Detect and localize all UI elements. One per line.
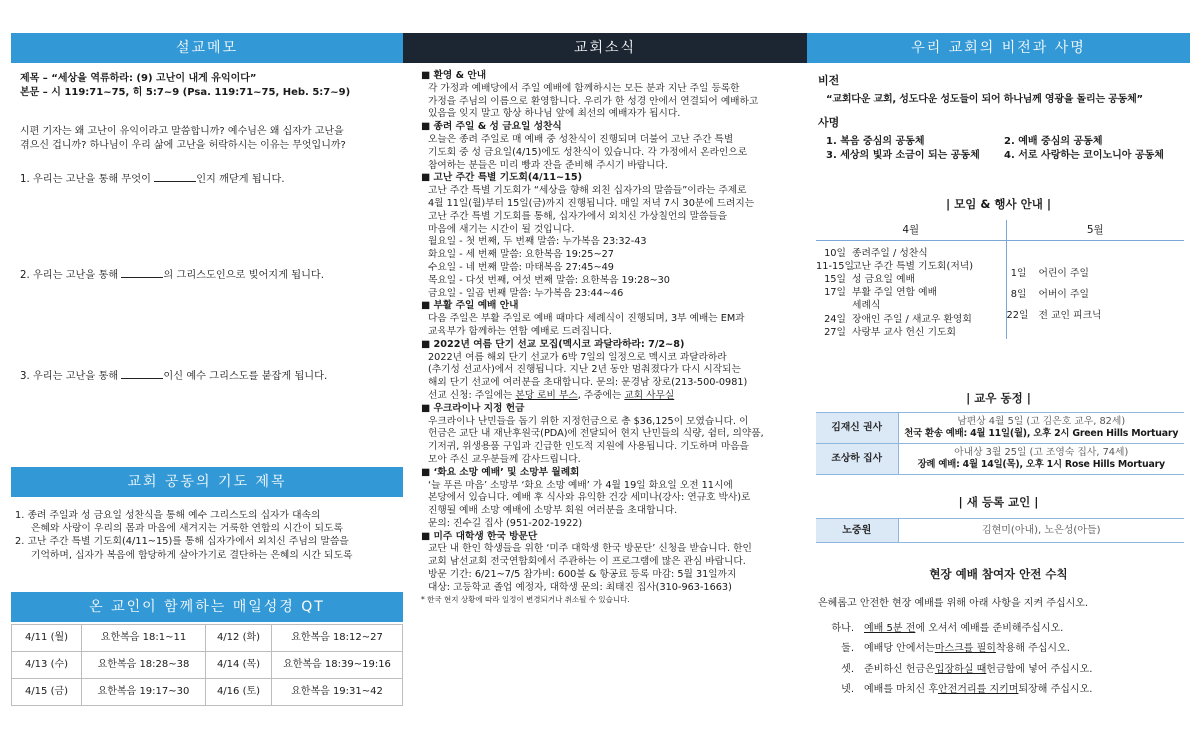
rule-emphasis: 예배 5분 전 <box>864 622 916 634</box>
service-line: 장례 예배: 4월 14일(목), 오후 1시 Rose Hills Mortuary <box>917 459 1165 471</box>
qt-passage: 요한복음 18:28~38 <box>82 652 206 679</box>
list-item <box>1007 288 1185 301</box>
prayer-item-2: 2. 고난 주간 특별 기도회(4/11~15)를 통해 십자가에서 외치신 주님의 말씀을 <box>15 536 349 548</box>
rule-text: 예배를 마치신 후 <box>864 684 938 695</box>
news-text: 해외 단기 선교에 여러분을 초대합니다. 문의: 문경남 장로(213-500-0981) <box>428 377 748 389</box>
news-text: (추기성 선교사)에서 진행됩니다. 지난 2년 동안 멈춰졌다가 다시 시작되는 <box>428 364 741 376</box>
condolence-detail <box>898 443 1184 474</box>
news-text: 교회 남선교회 전국연합회에서 주관하는 이 프로그램에 많은 관심 바랍니다. <box>428 556 746 568</box>
news-text: 목요일 - 다섯 번째, 여섯 번째 말씀: 요한복음 19:28~30 <box>428 274 670 286</box>
q2-prefix: 2. 우리는 고난을 통해 <box>20 270 119 281</box>
church-news-header: 교회소식 <box>403 33 807 63</box>
safety-title: 현장 예배 참여자 안전 수칙 <box>929 567 1068 581</box>
vision-mission <box>818 74 1188 162</box>
prayer-item-1-cont: 은혜와 사랑이 우리의 몸과 마음에 새겨지는 거룩한 연합의 시간이 되도록 <box>31 523 343 535</box>
list-item <box>816 326 1006 339</box>
event-name: 어린이 주일 <box>1038 267 1089 279</box>
newcomer-name: 노중원 <box>816 519 898 543</box>
service-line: 천국 환송 예배: 4월 11일(월), 오후 2시 Green Hills Mortuary <box>904 428 1179 440</box>
news-text: 고난 주간 특별 기도회가 “세상을 향해 외친 십자가의 말씀들”이라는 주제로 <box>428 185 747 197</box>
rule-text: 퇴장해 주십시오. <box>1018 684 1093 695</box>
member-name: 김재신 권사 <box>816 413 898 444</box>
sermon-memo-header: 설교메모 <box>11 33 403 63</box>
lobby-booth-link[interactable]: 본당 로비 부스 <box>515 389 578 401</box>
news-text: 우크라이나 난민들을 돕기 위한 지정헌금으로 총 $36,125이 모였습니다. 이 <box>428 415 749 427</box>
q3-prefix: 3. 우리는 고난을 통해 <box>20 371 119 382</box>
rule-emphasis: 안전거리를 지키며 <box>937 684 1019 695</box>
news-title-korea-visit: ■ 미주 대학생 한국 방문단 <box>421 530 538 542</box>
vision-heading: 비전 <box>818 74 840 87</box>
rule-label: 셋. <box>841 663 854 675</box>
rule-emphasis: 마스크를 필히 <box>934 643 996 654</box>
q1-suffix: 인지 깨닫게 됩니다. <box>196 174 285 185</box>
church-office-link[interactable]: 교회 사무실 <box>624 389 675 401</box>
table-row <box>816 443 1184 474</box>
sermon-question-2 <box>20 268 324 283</box>
rule-text: 준비하신 헌금은 <box>864 663 935 675</box>
news-text: 본당에서 있습니다. 예배 후 식사와 유익한 건강 세미나(강사: 연규호 박사)로 <box>428 492 751 504</box>
event-date: 8일 <box>1010 288 1027 300</box>
fill-in-blank-2[interactable] <box>121 268 163 278</box>
may-events <box>1006 240 1184 339</box>
event-date <box>816 299 852 312</box>
may-header: 5월 <box>1006 220 1184 240</box>
table-row <box>816 413 1184 444</box>
news-title-hope-worship: ■ ‘화요 소망 예배’ 및 소망부 월례회 <box>421 466 580 478</box>
news-title-ukraine: ■ 우크라이나 지정 헌금 <box>421 402 525 414</box>
safety-intro: 은혜롭고 안전한 현장 예배를 위해 아래 사항을 지켜 주십시오. <box>818 598 1089 609</box>
condolence-line: 남편상 4월 5일 (고 김은호 교우, 82세) <box>957 416 1126 427</box>
rule-text: 헌금함에 넣어 주십시오. <box>986 663 1093 675</box>
table-row <box>816 220 1184 240</box>
list-item <box>816 286 1006 299</box>
event-name: 장애인 주일 / 새교우 환영회 <box>852 313 972 325</box>
qt-passage: 요한복음 18:12~27 <box>272 625 403 652</box>
event-name: 성 금요일 예배 <box>852 273 916 285</box>
news-text: 마음에 새기는 시간이 될 것입니다. <box>428 223 575 235</box>
table-row <box>12 679 403 706</box>
event-date: 17일 <box>824 287 846 299</box>
condolence-table <box>816 412 1184 475</box>
news-title-welcome: ■ 환영 & 안내 <box>421 70 487 81</box>
condolence-title: | 교우 동정 | <box>966 391 1031 405</box>
condolence-detail <box>898 413 1184 444</box>
news-text: 4월 11일(월)부터 15일(금)까지 진행됩니다. 매일 저녁 7시 30분에 드려지는 <box>428 197 755 209</box>
news-text: 각 가정과 예배당에서 주일 예배에 함께하시는 모든 분과 지난 주일 등록한 <box>428 82 740 94</box>
event-name: 세례식 <box>852 300 881 312</box>
list-item <box>818 663 1188 677</box>
news-text: 진행될 예배 소망 예배에 소망부 회원 여러분을 초대합니다. <box>428 505 678 517</box>
event-name: 어버이 주일 <box>1038 288 1089 300</box>
table-row <box>12 625 403 652</box>
news-text: 고난 주간 특별 기도회를 통해, 십자가에서 외치신 가상칠언의 말씀들을 <box>428 210 728 222</box>
event-date: 27일 <box>824 326 846 338</box>
event-date: 22일 <box>1006 309 1029 321</box>
news-text: 기저귀, 위생용품 구입과 긴급한 인도적 지원에 사용됩니다. 기도하며 마음을 <box>428 441 749 453</box>
news-title-easter: ■ 부활 주일 예배 안내 <box>421 300 519 312</box>
news-title-palm-sunday: ■ 종려 주일 & 성 금요일 성찬식 <box>421 121 562 133</box>
qt-passage: 요한복음 19:17~30 <box>82 679 206 706</box>
news-text: 문의: 진수길 집사 (951-202-1922) <box>428 517 583 529</box>
news-text: 있음을 잊지 말고 항상 하나님 앞에 최선의 예배자가 됩시다. <box>428 108 681 120</box>
qt-passage: 요한복음 18:39~19:16 <box>272 652 403 679</box>
event-date: 11-15일 <box>816 260 854 272</box>
vision-header: 우리 교회의 비전과 사명 <box>807 33 1190 63</box>
mission-list <box>818 135 1188 162</box>
qt-date: 4/12 (화) <box>206 625 272 652</box>
table-row <box>12 652 403 679</box>
qt-header: 온 교인이 함께하는 매일성경 QT <box>11 592 403 622</box>
mission-item: 4. 서로 사랑하는 코이노니아 공동체 <box>1004 149 1164 161</box>
april-events <box>816 240 1006 339</box>
qt-date: 4/11 (월) <box>12 625 82 652</box>
news-text: 모아 주신 교우분들께 감사드립니다. <box>428 453 581 465</box>
news-text: 화요일 - 세 번째 말씀: 요한복음 19:25~27 <box>428 249 614 261</box>
sermon-question-3 <box>20 369 327 384</box>
mission-item: 3. 세상의 빛과 소금이 되는 공동체 <box>826 149 980 161</box>
fill-in-blank-1[interactable] <box>154 172 196 182</box>
newcomers-title: | 새 등록 교인 | <box>958 495 1039 509</box>
news-text: 기도회 중 성 금요일(4/15)에도 성찬식이 있습니다. 각 가정에서 온라인으로 <box>428 146 748 158</box>
prayer-item-1: 1. 종려 주일과 성 금요일 성찬식을 통해 예수 그리스도의 십자가 대속의 <box>15 510 321 521</box>
rule-label: 둘. <box>841 643 854 654</box>
event-date: 15일 <box>824 273 846 285</box>
event-name: 부활 주일 연합 예배 <box>852 287 938 299</box>
event-name: 사랑부 교사 헌신 기도회 <box>852 326 956 338</box>
rule-text: 예배당 안에서는 <box>864 643 935 654</box>
qt-date: 4/16 (토) <box>206 679 272 706</box>
sermon-title: 제목 – “세상을 역류하라: (9) 고난이 내게 유익이다” <box>20 73 257 84</box>
rule-text: 착용해 주십시오. <box>995 643 1070 654</box>
prayer-list <box>15 509 400 562</box>
list-item <box>816 260 1006 273</box>
list-item <box>1007 309 1185 322</box>
list-item <box>818 642 1188 656</box>
table-row <box>816 240 1184 339</box>
events-title: | 모임 & 행사 안내 | <box>945 197 1052 211</box>
mission-item: 1. 복음 중심의 공동체 <box>826 136 925 148</box>
q2-suffix: 의 그리스도인으로 빚어지게 됩니다. <box>163 270 324 281</box>
events-table <box>816 220 1184 339</box>
fill-in-blank-3[interactable] <box>121 369 163 379</box>
newcomer-family: 김현미(아내), 노은성(아들) <box>898 519 1184 543</box>
rule-label: 넷. <box>841 684 854 695</box>
news-text-part: , 주중에는 <box>577 389 625 401</box>
list-item <box>818 622 1188 636</box>
table-row <box>816 519 1184 543</box>
news-title-mission-trip: ■ 2022년 여름 단기 선교 모집(멕시코 과달라하라: 7/2~8) <box>421 338 685 350</box>
list-item <box>816 299 1006 312</box>
prayer-header: 교회 공동의 기도 제목 <box>11 467 403 497</box>
church-news <box>421 70 801 605</box>
news-text: 2022년 여름 해외 단기 선교가 6박 7일의 일정으로 멕시코 과달라하라 <box>428 351 727 363</box>
news-text-part: 선교 신청: 주일에는 <box>428 389 516 401</box>
news-text: 교단 내 한인 학생들을 위한 ‘미주 대학생 한국 방문단’ 신청을 받습니다. 한인 <box>428 543 752 555</box>
event-name: 종려주일 / 성찬식 <box>852 247 928 259</box>
news-text <box>421 390 801 403</box>
sermon-question-1 <box>20 172 285 187</box>
qt-date: 4/13 (수) <box>12 652 82 679</box>
mission-item: 2. 예배 중심의 공동체 <box>1004 136 1103 148</box>
sermon-text: 본문 – 시 119:71~75, 히 5:7~9 (Psa. 119:71~75, Heb. 5:7~9) <box>20 86 351 98</box>
news-text: 헌금은 교단 내 재난후원국(PDA)에 전달되어 현지 난민들의 식량, 쉼터, 의약품, <box>428 428 764 440</box>
member-name: 조상하 집사 <box>816 443 898 474</box>
sermon-intro-2: 겪으신 겁니까? 하나님이 우리 삶에 고난을 허락하시는 이유는 무엇입니까? <box>20 139 346 151</box>
news-text: 금요일 - 일곱 번째 말씀: 누가복음 23:44~46 <box>428 287 624 299</box>
qt-passage: 요한복음 19:31~42 <box>272 679 403 706</box>
rule-emphasis: 입장하실 때 <box>934 663 987 675</box>
list-item <box>816 247 1006 260</box>
condolence-line: 아내상 3월 25일 (고 조영숙 집사, 74세) <box>954 446 1129 458</box>
newcomers-table <box>816 518 1184 543</box>
event-date: 10일 <box>824 247 846 259</box>
news-text: 다음 주일은 부활 주일로 예배 때마다 세례식이 진행되며, 3부 예배는 EM과 <box>428 313 745 325</box>
qt-date: 4/15 (금) <box>12 679 82 706</box>
news-text: 가정을 주님의 이름으로 환영합니다. 우리가 한 성경 안에서 연결되어 예배하고 <box>428 95 759 107</box>
news-text: 수요일 - 네 번째 말씀: 마태복음 27:45~49 <box>428 261 614 273</box>
list-item <box>818 683 1188 697</box>
prayer-item-2-cont: 기억하며, 십자가 복음에 합당하게 살아가기로 결단하는 은혜의 시간 되도록 <box>31 549 353 561</box>
qt-passage: 요한복음 18:1~11 <box>82 625 206 652</box>
qt-date: 4/14 (목) <box>206 652 272 679</box>
list-item <box>816 313 1006 326</box>
list-item <box>1007 267 1185 280</box>
event-name: 고난 주간 특별 기도회(저녁) <box>852 260 974 272</box>
news-text: 교육부가 함께하는 연합 예배로 드려집니다. <box>428 325 612 337</box>
news-footnote: * 한국 현지 상황에 따라 일정이 변경되거나 취소될 수 있습니다. <box>421 594 630 604</box>
list-item <box>816 273 1006 286</box>
mission-heading: 사명 <box>818 116 840 130</box>
event-name: 전 교인 피크닉 <box>1038 309 1102 321</box>
news-text: 대상: 고등학교 졸업 예정자, 대학생 문의: 최태진 집사(310-963-1663) <box>428 581 732 593</box>
vision-statement: “교회다운 교회, 성도다운 성도들이 되어 하나님께 영광을 돌리는 공동체” <box>826 93 1143 105</box>
news-text: ‘늘 푸른 마음’ 소망부 ‘화요 소망 예배’ 가 4월 19일 화요일 오전 11시에 <box>428 479 733 491</box>
news-text: 참여하는 분들은 미리 빵과 잔을 준비해 주시기 바랍니다. <box>428 159 668 171</box>
event-date: 1일 <box>1010 267 1027 279</box>
q3-suffix: 이신 예수 그리스도를 붙잡게 됩니다. <box>163 371 328 382</box>
news-text: 오늘은 종려 주일로 매 예배 중 성찬식이 진행되며 더불어 고난 주간 특별 <box>428 133 734 145</box>
news-text: 방문 기간: 6/21~7/5 참가비: 600불 & 항공료 등록 마감: 5월 31일까지 <box>428 569 737 581</box>
safety-rules <box>818 597 1188 697</box>
event-date: 24일 <box>824 313 846 325</box>
rule-text: 에 오셔서 예배를 준비해주십시오. <box>915 622 1064 634</box>
news-text: 월요일 - 첫 번째, 두 번째 말씀: 누가복음 23:32-43 <box>428 236 647 248</box>
qt-table <box>11 624 403 706</box>
q1-prefix: 1. 우리는 고난을 통해 무엇이 <box>20 174 151 185</box>
sermon-intro-1: 시편 기자는 왜 고난이 유익이라고 말씀합니까? 예수님은 왜 십자가 고난을 <box>20 126 344 137</box>
rule-label: 하나. <box>831 622 854 634</box>
april-header: 4월 <box>816 220 1006 240</box>
sermon-memo <box>20 72 398 152</box>
news-title-holy-week: ■ 고난 주간 특별 기도회(4/11~15) <box>421 172 583 184</box>
